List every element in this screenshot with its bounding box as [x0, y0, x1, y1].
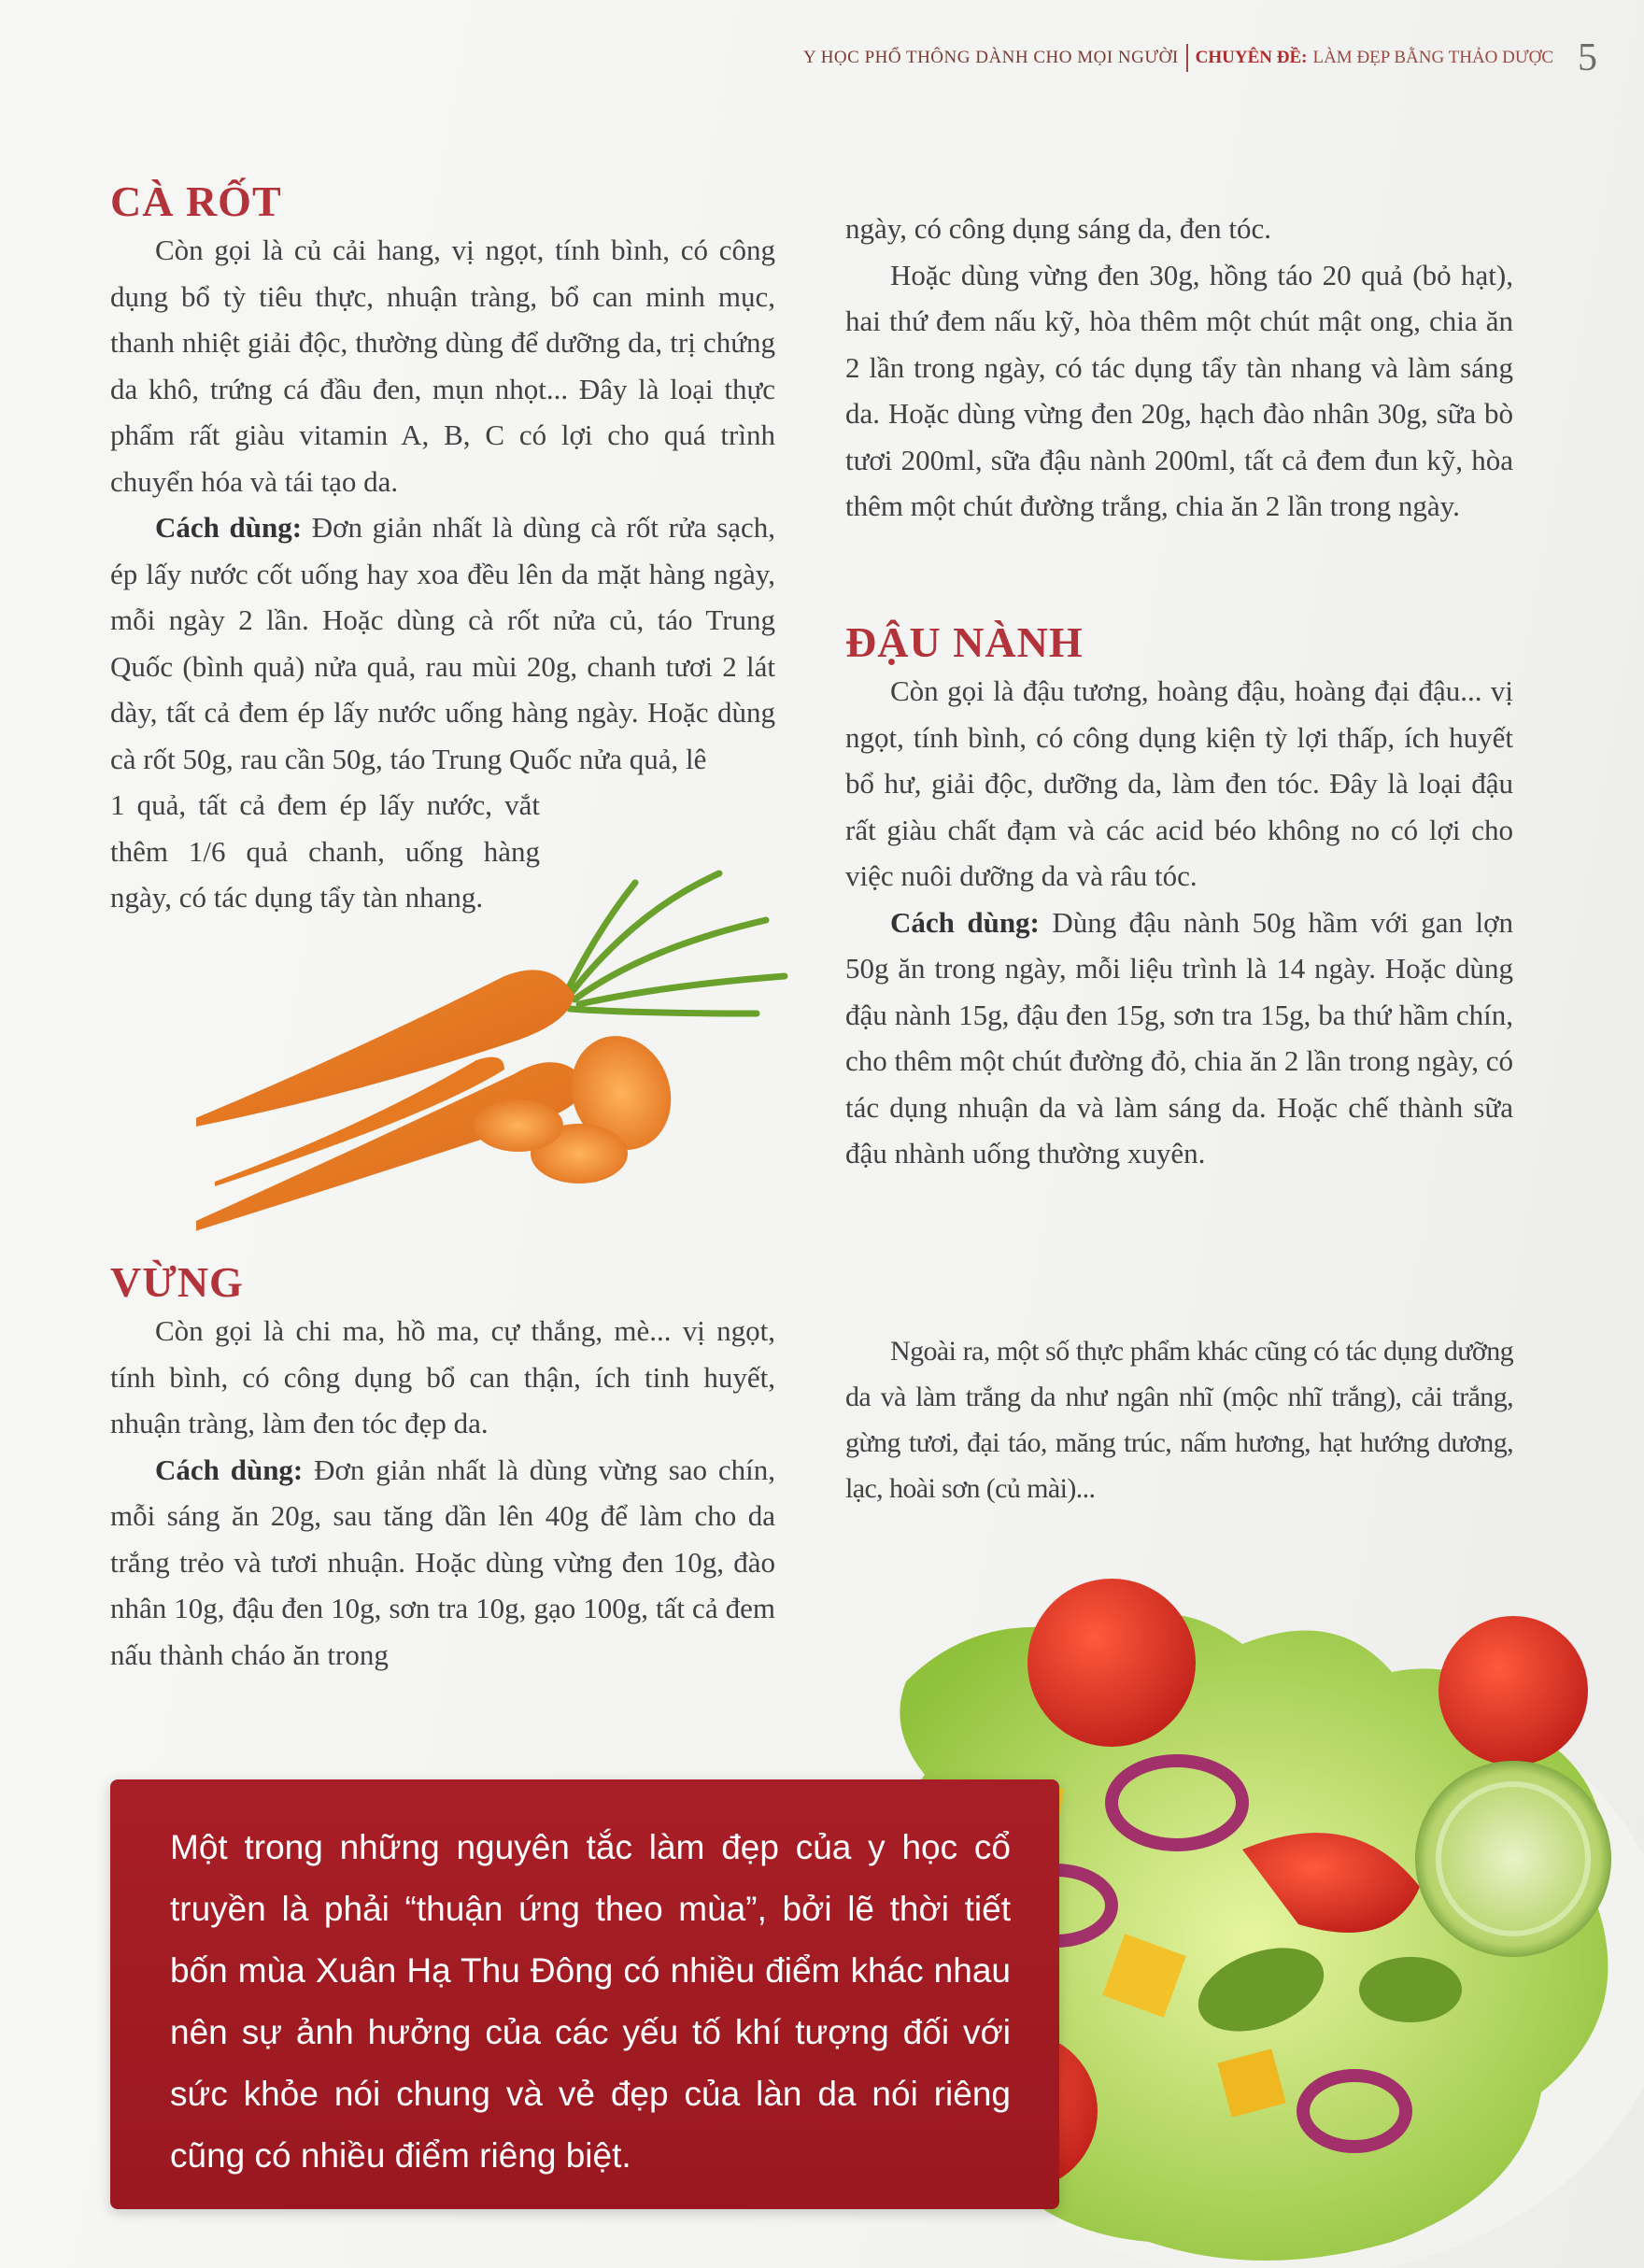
section-vung [110, 1256, 775, 1678]
heading-daunanh: ĐẬU NÀNH [845, 618, 1084, 666]
section-daunanh [845, 617, 1513, 1177]
page-number: 5 [1578, 36, 1597, 79]
daunanh-intro: Còn gọi là đậu tương, hoàng đậu, hoàng đại đậu... vị ngọt, tính bình, có công dụng kiện tỳ lợi thấp, ích huyết bổ hư, giải độc, dưỡng da, làm đen tóc. Đây là loại đậu rất giàu chất đạm và các acid béo không no có lợi cho việc nuôi dưỡng da và râu tóc. [845, 674, 1513, 893]
carot-usage-text: Đơn giản nhất là dùng cà rốt rửa sạch, ép lấy nước cốt uống hay xoa đều lên da mặt hàng ngày, mỗi ngày 2 lần. Hoặc dùng cà rốt nửa củ, táo Trung Quốc (bình quả) nửa quả, rau mùi 20g, chanh tươi 2 lát dày, tất cả đem ép lấy nước uống hàng ngày. Hoặc dùng cà rốt 50g, rau cần 50g, táo Trung Quốc nửa quả, lê [110, 511, 776, 775]
heading-vung: VỪNG [110, 1258, 244, 1306]
vung-usage-2: Hoặc dùng vừng đen 30g, hồng táo 20 quả (bỏ hạt), hai thứ đem nấu kỹ, hòa thêm một chút mật ong, chia ăn 2 lần trong ngày, có tác dụng tẩy tàn nhang và làm sáng da. Hoặc dùng vừng đen 20g, hạch đào nhân 30g, sữa bò tươi 200ml, sữa đậu nành 200ml, tất cả đem đun kỹ, hòa thêm một chút đường trắng, chia ăn 2 lần trong ngày. [845, 258, 1513, 522]
carot-usage [110, 504, 775, 782]
carrot-illustration [196, 845, 803, 1266]
usage-label: Cách dùng: [155, 1453, 304, 1486]
publication-name: Y HỌC PHỔ THÔNG DÀNH CHO MỌI NGƯỜI [802, 48, 1179, 67]
vung-continued [845, 206, 1513, 530]
vung-intro: Còn gọi là chi ma, hồ ma, cự thắng, mè... vị ngọt, tính bình, có công dụng bổ can thận, ích tinh huyết, nhuận tràng, làm đen tóc đẹp da. [110, 1314, 775, 1440]
carot-intro: Còn gọi là củ cải hang, vị ngọt, tính bình, có công dụng bổ tỳ tiêu thực, nhuận tràng, bổ can minh mục, thanh nhiệt giải độc, thường dùng để dưỡng da, trị chứng da khô, trứng cá đầu đen, mụn nhọt... Đây là loại thực phẩm rất giàu vitamin A, B, C có lợi cho quá trình chuyển hóa và tái tạo da. [110, 234, 775, 498]
carot-usage-continued: 1 quả, tất cả đem ép lấy nước, vắt thêm 1/6 quả chanh, uống hàng ngày, có tác dụng tẩy tàn nhang. [110, 788, 540, 914]
section-carot [110, 176, 775, 921]
daunanh-usage-text: Dùng đậu nành 50g hầm với gan lợn 50g ăn trong ngày, mỗi liệu trình là 14 ngày. Hoặc dùng đậu nành 15g, đậu đen 15g, sơn tra 15g, ba thứ hầm chín, cho thêm một chút đường đỏ, chia ăn 2 lần trong ngày, có tác dụng nhuận da và làm sáng da. Hoặc chế thành sữa đậu nhành uống thường xuyên. [845, 905, 1514, 1170]
topic-label: CHUYÊN ĐỀ: [1195, 48, 1308, 67]
usage-label: Cách dùng: [155, 511, 303, 545]
topic-name: LÀM ĐẸP BẰNG THẢO DƯỢC [1312, 48, 1553, 67]
heading-carot: CÀ RỐT [110, 177, 282, 225]
note-text: Ngoài ra, một số thực phẩm khác cũng có tác dụng dưỡng da và làm trắng da như ngân nhĩ (mộc nhĩ trắng), cải trắng, gừng tươi, đại táo, măng trúc, nấm hương, hạt hướng dương, lạc, hoài sơn (củ mài)... [845, 1336, 1513, 1504]
vung-usage-continued: ngày, có công dụng sáng da, đen tóc. [845, 212, 1271, 245]
callout-box [110, 1779, 1059, 2209]
other-foods-note [845, 1328, 1513, 1511]
daunanh-usage [845, 900, 1513, 1177]
callout-text: Một trong những nguyên tắc làm đẹp của y học cổ truyền là phải “thuận ứng theo mùa”, bởi lẽ thời tiết bốn mùa Xuân Hạ Thu Đông có nhiều điểm khác nhau nên sự ảnh hưởng của các yếu tố khí tượng đối với sức khỏe nói chung và vẻ đẹp của làn da nói riêng cũng có nhiều điểm riêng biệt. [170, 1828, 1011, 2175]
vung-usage [110, 1447, 775, 1679]
usage-label: Cách dùng: [890, 905, 1040, 939]
vung-usage-text: Đơn giản nhất là dùng vừng sao chín, mỗi sáng ăn 20g, sau tăng dần lên 40g để làm cho da trắng trẻo và tươi nhuận. Hoặc dùng vừng đen 10g, đào nhân 10g, đậu đen 10g, sơn tra 10g, gạo 100g, tất cả đem nấu thành cháo ăn trong [110, 1453, 775, 1671]
running-header [802, 36, 1597, 79]
header-divider [1186, 44, 1188, 72]
